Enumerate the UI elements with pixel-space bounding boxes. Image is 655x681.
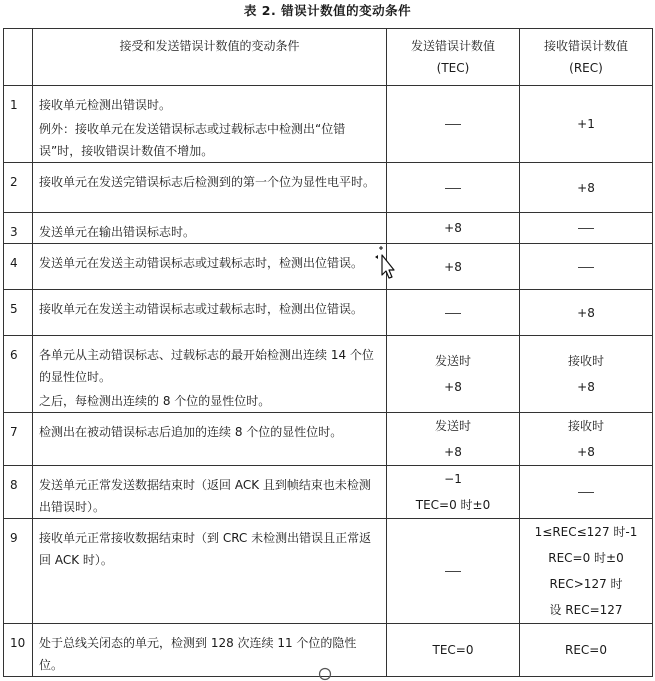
table-row [4,213,653,244]
row-condition [33,519,387,624]
header-tec-line2: (TEC) [436,61,470,75]
row-number: 9 [4,519,33,624]
header-tec-line1: 发送错误计数值 [410,39,495,53]
condition-text: 例外：接收单元在发送错误标志或过载标志中检测出“位错误”时，接收错误计数值不增加。 [39,122,346,158]
row-rec-value [520,244,653,290]
header-rec [520,29,653,86]
row-number: 3 [4,213,33,244]
value-text: 发送时 [434,354,471,368]
header-condition [33,29,387,86]
condition-text: 接收单元在发送主动错误标志或过载标志时，检测出位错误。 [39,302,364,316]
dash-mark [387,558,519,584]
row-rec-value [520,86,653,163]
value-text: 接收时 [567,354,604,368]
table-row [4,413,653,466]
row-rec-value [520,213,653,244]
row-condition [33,336,387,413]
row-rec-value [520,336,653,413]
condition-text: 处于总线关闭态的单元，检测到 128 次连续 11 个位的隐性位。 [39,636,357,672]
row-number: 2 [4,163,33,213]
value-text: 设 REC=127 [549,603,623,617]
mouse-cursor-icon [374,243,398,279]
table-row [4,290,653,336]
condition-text: 检测出在被动错误标志后追加的连续 8 个位的显性位时。 [39,425,343,439]
dash-line [578,492,594,493]
dash-line [445,313,461,314]
header-rec-line1: 接收错误计数值 [543,39,628,53]
value-text: +8 [577,180,595,195]
value-text: REC=0 [565,643,607,657]
condition-text: 接收单元在发送完错误标志后检测到的第一个位为显性电平时。 [39,175,376,189]
table-row [4,163,653,213]
row-condition [33,86,387,163]
condition-text: 发送单元正常发送数据结束时（返回 ACK 且到帧结束也未检测出错误时）。 [39,478,371,514]
row-rec-value [520,290,653,336]
row-tec-value [387,244,520,290]
dash-line [445,571,461,572]
row-condition [33,413,387,466]
row-condition [33,624,387,677]
row-condition [33,466,387,519]
header-num [4,29,33,86]
table-row [4,519,653,624]
row-number: 10 [4,624,33,677]
table-body [4,86,653,677]
dash-mark [387,111,519,137]
value-text: 发送时 [434,419,471,433]
row-tec-value [387,519,520,624]
row-tec-value [387,213,520,244]
value-text: −1 [444,472,462,486]
row-condition [33,290,387,336]
value-text: +8 [444,445,462,459]
row-tec-value [387,290,520,336]
table-row [4,466,653,519]
value-text: +8 [577,445,595,459]
row-number: 6 [4,336,33,413]
dash-line [445,188,461,189]
row-number: 7 [4,413,33,466]
dash-mark [520,215,652,241]
row-tec-value [387,336,520,413]
row-condition [33,163,387,213]
row-tec-value [387,624,520,677]
row-rec-value [520,519,653,624]
row-rec-value [520,163,653,213]
row-tec-value [387,413,520,466]
value-text: TEC=0 时±0 [415,498,491,512]
condition-text: 各单元从主动错误标志、过载标志的最开始检测出连续 14 个位的显性位时。 [39,348,374,384]
table-caption: 表 2. 错误计数值的变动条件 [243,3,412,18]
condition-text: 发送单元在发送主动错误标志或过载标志时，检测出位错误。 [39,256,364,270]
dash-mark [387,175,519,201]
value-text: +8 [444,221,462,235]
row-condition [33,213,387,244]
value-text: +8 [444,259,462,274]
condition-text: 发送单元在输出错误标志时。 [39,225,196,239]
row-rec-value [520,466,653,519]
row-tec-value [387,86,520,163]
condition-text: 接收单元正常接收数据结束时（到 CRC 未检测出错误且正常返回 ACK 时）。 [39,531,372,567]
row-rec-value [520,413,653,466]
row-number: 1 [4,86,33,163]
value-text: REC=0 时±0 [548,551,624,565]
dash-line [445,124,461,125]
value-text: 接收时 [567,419,604,433]
table-row [4,86,653,163]
row-number: 8 [4,466,33,519]
dash-mark [520,254,652,280]
header-row [4,29,653,86]
value-text: 1≤REC≤127 时-1 [534,525,638,539]
value-text: TEC=0 [432,643,474,657]
header-rec-line2: (REC) [569,61,603,75]
value-text: +8 [444,380,462,394]
circle-mark-icon [318,667,332,681]
row-tec-value [387,466,520,519]
row-condition [33,244,387,290]
value-text: REC>127 时 [549,577,623,591]
value-text: +8 [577,305,595,320]
dash-mark [387,300,519,326]
condition-text: 接收单元检测出错误时。 [39,98,172,112]
row-number: 4 [4,244,33,290]
row-tec-value [387,163,520,213]
condition-text: 之后，每检测出连续的 8 个位的显性位时。 [39,394,271,408]
table-row [4,336,653,413]
table-row [4,244,653,290]
value-text: +8 [577,380,595,394]
row-number: 5 [4,290,33,336]
header-tec [387,29,520,86]
dash-mark [520,479,652,505]
error-counter-table [3,28,653,677]
header-condition-label: 接受和发送错误计数值的变动条件 [119,39,300,53]
dash-line [578,228,594,229]
dash-line [578,267,594,268]
row-rec-value [520,624,653,677]
value-text: +1 [577,117,595,131]
